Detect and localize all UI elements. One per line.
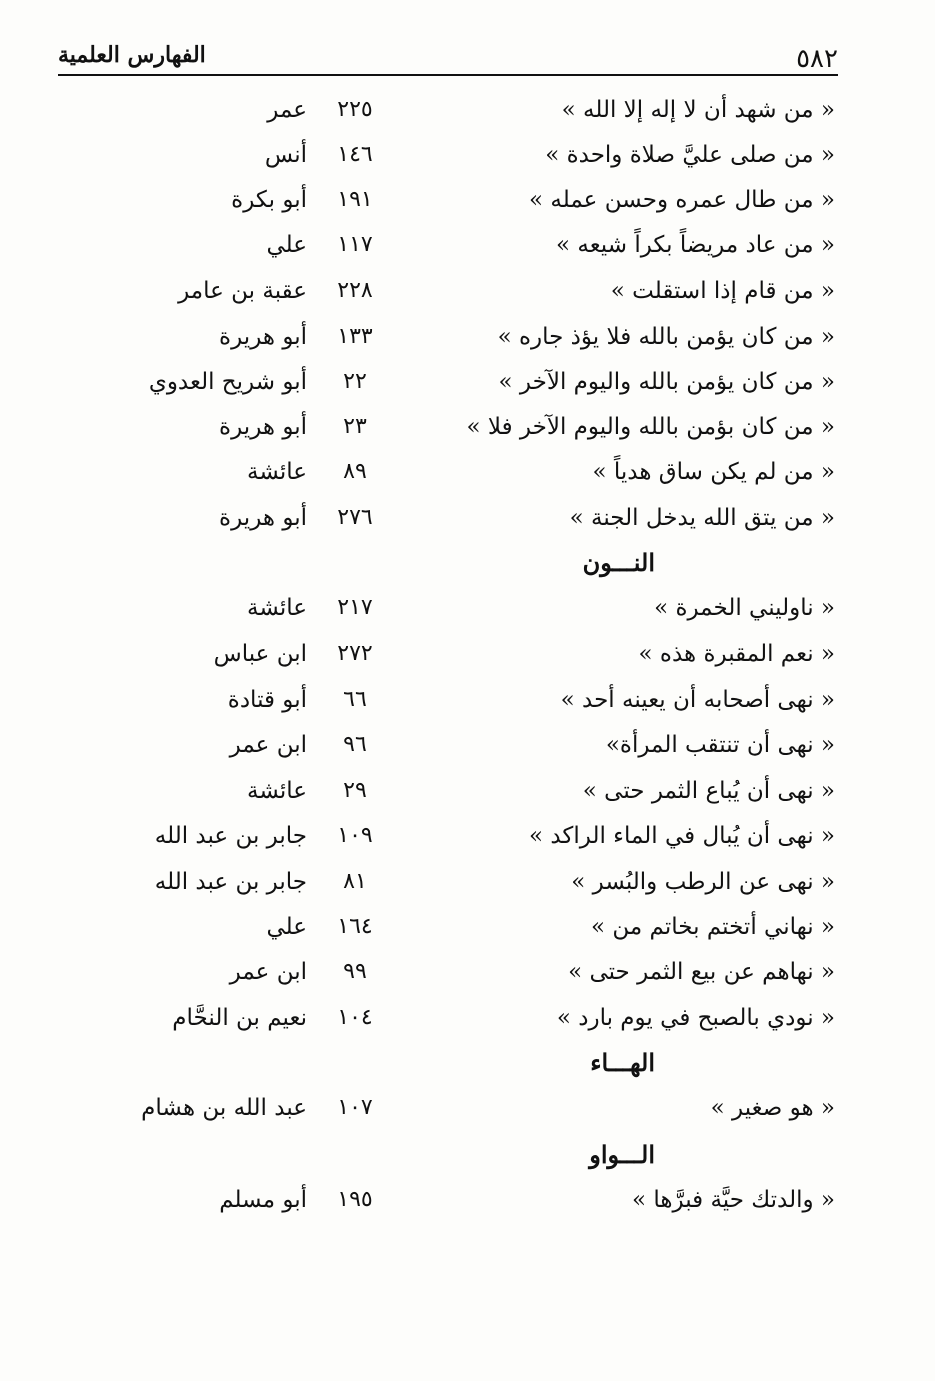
narrator-name: أبو شريح العدوي xyxy=(148,369,307,395)
narrator-name: عائشة xyxy=(247,459,307,485)
hadith-text: « نهى أن يُباع الثمر حتى » xyxy=(582,778,835,804)
hadith-text: « نهى أن يُبال في الماء الراكد » xyxy=(528,823,835,849)
page-reference: ٨١ xyxy=(343,869,367,894)
index-entry xyxy=(0,317,935,357)
index-entry xyxy=(0,862,935,902)
page-number: ٥٨٢ xyxy=(796,44,838,74)
page-reference: ٢٢٨ xyxy=(337,278,373,303)
index-entry xyxy=(0,271,935,311)
page-reference: ١٩٥ xyxy=(337,1187,373,1212)
hadith-text: « من كان يؤمن بالله فلا يؤذ جاره » xyxy=(497,324,835,350)
index-entry xyxy=(0,1088,935,1128)
section-heading-nun: النـــون xyxy=(582,548,655,577)
narrator-name: علي xyxy=(266,232,307,258)
index-entry xyxy=(0,952,935,992)
hadith-text: « نودي بالصبح في يوم بارد » xyxy=(556,1005,835,1031)
narrator-name: أبو مسلم xyxy=(219,1187,307,1213)
narrator-name: أنس xyxy=(264,142,307,168)
index-entry xyxy=(0,407,935,447)
index-entry xyxy=(0,362,935,402)
hadith-text: « من عاد مريضاً بكراً شيعه » xyxy=(556,232,835,258)
narrator-name: نعيم بن النحَّام xyxy=(172,1005,307,1031)
hadith-text: « نهى أن تنتقب المرأة» xyxy=(605,732,835,758)
narrator-name: علي xyxy=(266,914,307,940)
hadith-text: « هو صغير » xyxy=(710,1095,835,1121)
hadith-text: « من كان يؤمن بالله واليوم الآخر » xyxy=(498,369,835,395)
index-entry xyxy=(0,725,935,765)
page-reference: ٨٩ xyxy=(343,459,367,484)
index-entry xyxy=(0,135,935,175)
hadith-text: « نهى أصحابه أن يعينه أحد » xyxy=(560,687,835,713)
page-reference: ٢٩ xyxy=(343,778,367,803)
index-entry xyxy=(0,225,935,265)
narrator-name: أبو قتادة xyxy=(227,687,307,713)
page-reference: ١٩١ xyxy=(337,187,373,212)
index-entry xyxy=(0,452,935,492)
page-reference: ١٠٩ xyxy=(337,823,373,848)
index-entry xyxy=(0,180,935,220)
page-reference: ١٣٣ xyxy=(337,324,373,349)
index-entry xyxy=(0,498,935,538)
index-entry xyxy=(0,1180,935,1220)
narrator-name: ابن عباس xyxy=(213,641,307,667)
narrator-name: أبو هريرة xyxy=(219,505,307,531)
narrator-name: أبو هريرة xyxy=(219,414,307,440)
narrator-name: ابن عمر xyxy=(229,732,307,758)
narrator-name: عبد الله بن هشام xyxy=(141,1095,307,1121)
page-reference: ١٤٦ xyxy=(337,142,373,167)
narrator-name: جابر بن عبد الله xyxy=(154,869,307,895)
hadith-text: « من طال عمره وحسن عمله » xyxy=(529,187,835,213)
index-entry xyxy=(0,680,935,720)
page-reference: ٢٢ xyxy=(343,369,367,394)
page-reference: ٢١٧ xyxy=(337,595,373,620)
page-reference: ٩٦ xyxy=(343,732,367,757)
narrator-name: جابر بن عبد الله xyxy=(154,823,307,849)
narrator-name: عقبة بن عامر xyxy=(178,278,307,304)
hadith-text: « نهى عن الرطب والبُسر » xyxy=(571,869,835,895)
page-reference: ٢٣ xyxy=(343,414,367,439)
index-entry xyxy=(0,90,935,130)
narrator-name: أبو بكرة xyxy=(231,187,307,213)
narrator-name: عمر xyxy=(267,97,307,123)
index-entry xyxy=(0,998,935,1038)
page-reference: ١٠٤ xyxy=(337,1005,373,1030)
narrator-name: عائشة xyxy=(247,595,307,621)
page-reference: ١٠٧ xyxy=(337,1095,373,1120)
page-reference: ٩٩ xyxy=(343,959,367,984)
page-reference: ٢٢٥ xyxy=(337,97,373,122)
index-entry xyxy=(0,771,935,811)
hadith-text: « نهاهم عن بيع الثمر حتى » xyxy=(568,959,835,985)
page-reference: ١١٧ xyxy=(337,232,373,257)
index-entry xyxy=(0,588,935,628)
running-title: الفهارس العلمية xyxy=(58,42,206,68)
section-heading-ha: الهـــاء xyxy=(590,1048,655,1077)
hadith-text: « من لم يكن ساق هدياً » xyxy=(592,459,835,485)
hadith-text: « من كان بؤمن بالله واليوم الآخر فلا » xyxy=(466,414,835,440)
index-entry xyxy=(0,634,935,674)
page-reference: ٢٧٦ xyxy=(337,505,373,530)
hadith-text: « من شهد أن لا إله إلا الله » xyxy=(561,97,835,123)
hadith-text: « من يتق الله يدخل الجنة » xyxy=(569,505,835,531)
hadith-text: « ناوليني الخمرة » xyxy=(654,595,835,621)
index-entry xyxy=(0,816,935,856)
page-reference: ٦٦ xyxy=(343,687,367,712)
page-reference: ١٦٤ xyxy=(337,914,373,939)
hadith-text: « من قام إذا استقلت » xyxy=(610,278,835,304)
narrator-name: ابن عمر xyxy=(229,959,307,985)
index-entry xyxy=(0,907,935,947)
hadith-text: « من صلى عليَّ صلاة واحدة » xyxy=(545,142,835,168)
hadith-text: « نهاني أتختم بخاتم من » xyxy=(591,914,835,940)
page-reference: ٢٧٢ xyxy=(337,641,373,666)
hadith-text: « نعم المقبرة هذه » xyxy=(638,641,835,667)
narrator-name: أبو هريرة xyxy=(219,324,307,350)
hadith-text: « والدتك حيَّة فبرَّها » xyxy=(631,1187,835,1213)
narrator-name: عائشة xyxy=(247,778,307,804)
section-heading-waw: الـــواو xyxy=(589,1140,655,1169)
